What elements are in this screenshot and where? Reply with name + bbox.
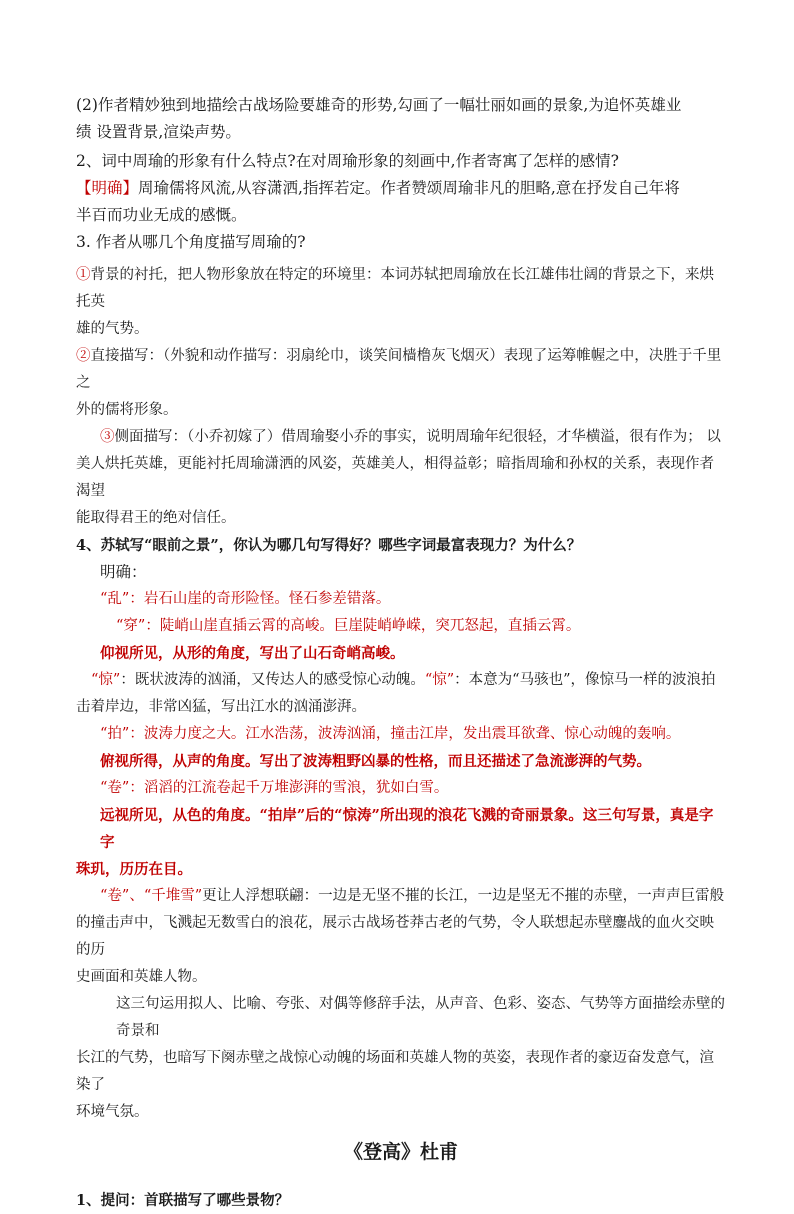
angle-2-text: 直接描写：（外貌和动作描写：羽扇纶巾，谈笑间樯橹灰飞烟灭）表现了运筹帷幄之中，决胜于千里之 bbox=[76, 348, 722, 391]
angle-3-line-2: 美人烘托英雄，更能衬托周瑜潇洒的风姿，英雄美人，相得益彰；暗指周瑜和孙权的关系，表现作者渴望 bbox=[76, 456, 714, 499]
answer-2-text: 周瑜儒将风流,从容潇洒,指挥若定。作者赞颂周瑜非凡的胆略,意在抒发自己年将 bbox=[138, 179, 680, 197]
question-last: 1、提问：首联描写了哪些景物？ bbox=[76, 1192, 290, 1209]
circled-number-1: ① bbox=[76, 267, 91, 283]
juan-qianduixue-words: “卷”、“千堆雪” bbox=[100, 888, 203, 904]
jing-line-1 bbox=[76, 667, 726, 694]
angle-1-line-2: 雄的气势。 bbox=[76, 321, 149, 337]
question-4: 4、苏轼写“眼前之景”，你认为哪几句写得好？哪些字词最富表现力？为什么？ bbox=[76, 537, 582, 554]
angle-3-line-1 bbox=[76, 424, 726, 451]
chuan-line: “穿”：陡峭山崖直插云霄的高峻。巨崖陡峭峥嵘，突兀怒起，直插云霄。 bbox=[116, 618, 581, 634]
jing-line-2: 击着岸边，非常凶猛，写出江水的汹涌澎湃。 bbox=[76, 699, 366, 715]
pai-line: “拍”：波涛力度之大。江水浩荡，波涛汹涌，撞击江岸，发出震耳欲聋、惊心动魄的轰响。 bbox=[100, 726, 681, 742]
circled-number-2: ② bbox=[76, 348, 91, 364]
angle-2-line-1 bbox=[76, 343, 726, 397]
circled-number-3: ③ bbox=[100, 429, 115, 445]
juan-qianduixue-line-1 bbox=[76, 883, 726, 910]
question-2: 2、词中周瑜的形象有什么特点?在对周瑜形象的刻画中,作者寄寓了怎样的感情? bbox=[76, 152, 619, 170]
document-page bbox=[76, 92, 726, 1214]
jing-text-2: ：本意为“马骇也”，像惊马一样的波浪拍 bbox=[454, 672, 716, 688]
paragraph-1-line-1: (2)作者精妙独到地描绘古战场险要雄奇的形势,勾画了一幅壮丽如画的景象,为追怀英雄业 bbox=[76, 96, 682, 114]
luan-line: “乱”：岩石山崖的奇形险怪。怪石参差错落。 bbox=[100, 591, 391, 607]
yang-line: 仰视所见，从形的角度，写出了山石奇峭高峻。 bbox=[100, 645, 405, 662]
summary-line-3: 环境气氛。 bbox=[76, 1104, 149, 1120]
angle-1-text: 背景的衬托，把人物形象放在特定的环境里：本词苏轼把周瑜放在长江雄伟壮阔的背景之下，来烘托英 bbox=[76, 267, 714, 310]
section-title: 《登高》杜甫 bbox=[343, 1141, 458, 1163]
mingque-label: 明确： bbox=[100, 563, 147, 581]
paragraph-1-line-2: 绩 设置背景,渲染声势。 bbox=[76, 123, 241, 141]
jing-text-1: ：既状波涛的汹涌，又传达人的感受惊心动魄。 bbox=[120, 672, 425, 688]
jing-word-1: “惊” bbox=[91, 672, 121, 688]
yuan-line-1: 远视所见，从色的角度。“拍岸”后的“惊涛”所出现的浪花飞溅的奇丽景象。这三句写景，真是字字 bbox=[100, 807, 714, 851]
angle-1-line-1 bbox=[76, 262, 726, 316]
yuan-line-2: 珠玑，历历在目。 bbox=[76, 861, 192, 878]
angle-2-line-2: 外的儒将形象。 bbox=[76, 402, 178, 418]
summary-line-2: 长江的气势，也暗写下阕赤壁之战惊心动魄的场面和英雄人物的英姿，表现作者的豪迈奋发意气，渲染了 bbox=[76, 1050, 714, 1093]
answer-2-line-1 bbox=[76, 175, 726, 202]
answer-2-line-2: 半百而功业无成的感慨。 bbox=[76, 206, 247, 224]
juan-qianduixue-line-2: 的撞击声中，飞溅起无数雪白的浪花，展示古战场苍莽古老的气势，令人联想起赤壁鏖战的血火交映的历 bbox=[76, 915, 714, 958]
juan-qianduixue-line-3: 史画面和英雄人物。 bbox=[76, 969, 207, 985]
jing-word-2: “惊” bbox=[424, 672, 455, 688]
juan-line: “卷”：滔滔的江流卷起千万堆澎湃的雪浪，犹如白雪。 bbox=[100, 780, 449, 796]
summary-line-1: 这三句运用拟人、比喻、夸张、对偶等修辞手法，从声音、色彩、姿态、气势等方面描绘赤壁的奇景和 bbox=[116, 996, 725, 1039]
angle-3-text: 侧面描写：（小乔初嫁了）借周瑜娶小乔的事实，说明周瑜年纪很轻，才华横溢，很有作为； 以 bbox=[114, 429, 721, 445]
question-3: 3. 作者从哪几个角度描写周瑜的? bbox=[76, 233, 306, 251]
answer-label: 【明确】 bbox=[76, 179, 139, 197]
fu-line: 俯视所得，从声的角度。写出了波涛粗野凶暴的性格，而且还描述了急流澎湃的气势。 bbox=[100, 753, 651, 770]
juan-qianduixue-text: 更让人浮想联翩：一边是无坚不摧的长江，一边是坚无不摧的赤壁，一声声巨雷般 bbox=[202, 888, 725, 904]
angle-3-line-3: 能取得君王的绝对信任。 bbox=[76, 510, 236, 526]
